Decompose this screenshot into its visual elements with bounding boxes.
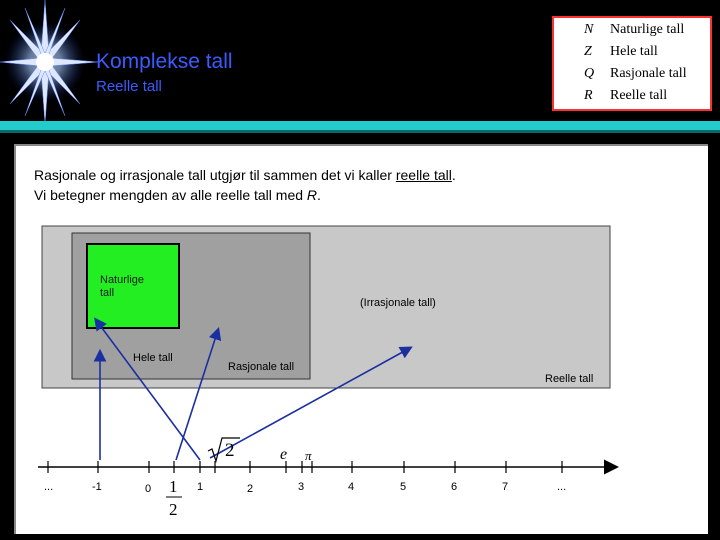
legend-name: Naturlige tall [610,22,685,37]
tick-label-five: 5 [400,481,407,493]
legend-symbol: Z [584,44,592,59]
slide-subtitle: Reelle tall [96,78,162,95]
e-constant-label: e [280,446,288,463]
tick-label-seven: 7 [502,481,509,493]
intro-text: Rasjonale og irrasjonale tall utgjør til sammen det vi kaller [34,167,396,183]
fraction-denominator: 2 [169,500,178,519]
rasjonale-tall-label: Rasjonale tall [228,361,295,373]
legend-symbol: N [584,22,594,37]
intro-text: Vi betegner mengden av alle reelle tall med [34,187,307,203]
set-symbol-r: R [306,187,318,203]
tick-label-ellipsis-right: ... [557,481,567,493]
pi-constant-label: π [305,448,312,463]
reelle-tall-link[interactable]: reelle tall [395,167,452,183]
tick-label-zero: 0 [145,483,152,495]
legend-name: Rasjonale tall [610,66,687,81]
tick-label-six: 6 [451,481,458,493]
reelle-tall-label: Reelle tall [545,373,594,385]
hele-tall-label: Hele tall [133,352,173,364]
tick-label-minus-one: -1 [92,481,102,493]
fraction-numerator: 1 [169,477,178,496]
legend-name: Hele tall [610,44,658,59]
legend-symbol: R [584,88,593,103]
tick-label-one: 1 [197,481,204,493]
intro-text: . [451,167,456,183]
tick-label-two: 2 [247,483,254,495]
legend-name: Reelle tall [610,88,668,103]
naturlige-tall-label: Naturlige tall [100,274,145,299]
intro-text: . [317,187,321,203]
legend-symbol: Q [584,66,595,81]
irrasjonale-tall-label: (Irrasjonale tall) [360,297,436,309]
tick-label-ellipsis-left: ... [44,481,54,493]
sqrt-radicand: 2 [225,440,235,461]
tick-label-four: 4 [348,481,355,493]
tick-label-three: 3 [298,481,305,493]
slide-title: Komplekse tall [96,50,233,73]
